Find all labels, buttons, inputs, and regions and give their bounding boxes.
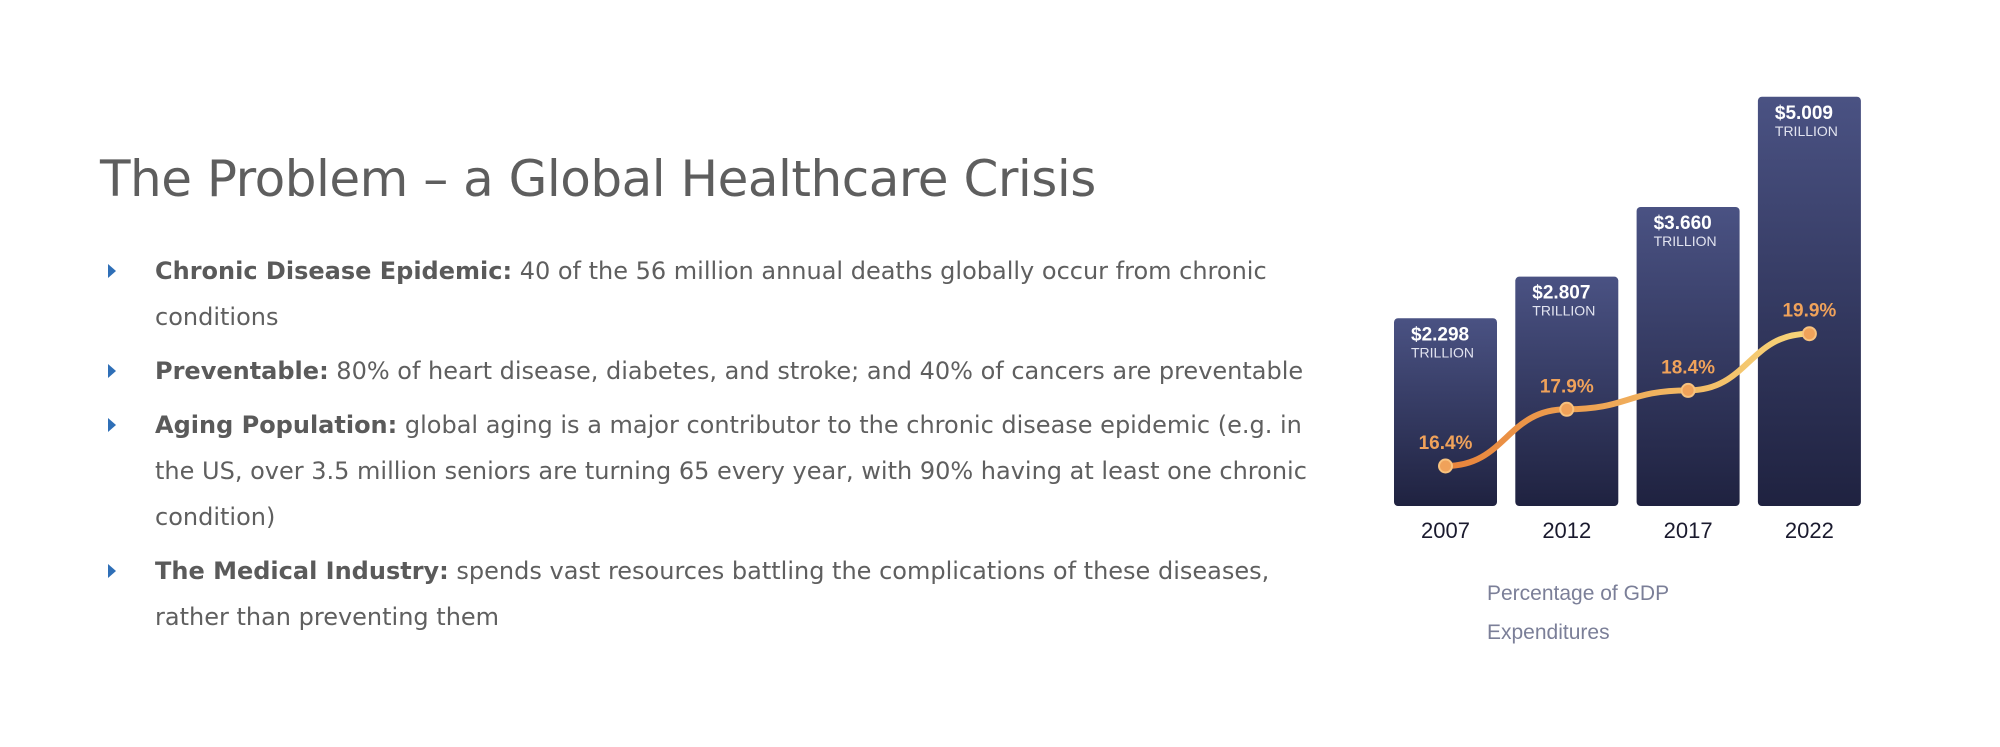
bar-value-label: $2.298 bbox=[1411, 324, 1470, 346]
bar-value-label: $3.660 bbox=[1653, 212, 1712, 234]
gdp-point-2022 bbox=[1803, 327, 1816, 340]
bar-value-label: $2.807 bbox=[1532, 282, 1591, 304]
bullet-text: 80% of heart disease, diabetes, and stroke; and 40% of cancers are preventable bbox=[328, 357, 1304, 385]
bullet-list bbox=[100, 248, 1330, 648]
bullet-lead: Chronic Disease Epidemic: bbox=[155, 257, 513, 285]
bullet-lead: The Medical Industry: bbox=[155, 557, 449, 585]
gdp-point-label: 18.4% bbox=[1661, 357, 1716, 379]
bar-unit-label: TRILLION bbox=[1653, 232, 1717, 249]
gdp-point-label: 19.9% bbox=[1782, 300, 1837, 322]
gdp-point-2017 bbox=[1682, 384, 1695, 397]
x-tick-label: 2017 bbox=[1663, 518, 1713, 543]
bullet-chronic-disease bbox=[100, 248, 1330, 340]
bullet-text: 40 of the 56 million annual deaths globally occur from chronic conditions bbox=[155, 257, 1267, 331]
gdp-point-label: 16.4% bbox=[1418, 433, 1473, 454]
x-tick-label: 2012 bbox=[1542, 518, 1592, 543]
bullet-aging-population bbox=[100, 402, 1330, 540]
gdp-percentage-line bbox=[1446, 334, 1810, 466]
bullet-marker-icon bbox=[108, 564, 116, 578]
slide-title: The Problem – a Global Healthcare Crisis bbox=[100, 150, 1096, 208]
bar-unit-label: TRILLION bbox=[1532, 302, 1596, 319]
legend-label-expenditures: Expenditures bbox=[1487, 621, 1610, 644]
bullet-preventable bbox=[100, 348, 1330, 394]
bar-value-label: $5.009 bbox=[1774, 102, 1834, 124]
x-tick-label: 2022 bbox=[1784, 518, 1834, 543]
bullet-lead: Aging Population: bbox=[155, 411, 398, 439]
legend-label-gdp: Percentage of GDP bbox=[1487, 582, 1670, 605]
bullet-lead: Preventable: bbox=[155, 357, 329, 385]
gdp-point-2012 bbox=[1560, 403, 1573, 416]
chart-svg bbox=[1380, 90, 1880, 670]
bullet-marker-icon bbox=[108, 364, 116, 378]
bar-unit-label: TRILLION bbox=[1411, 344, 1475, 361]
bullet-marker-icon bbox=[108, 418, 116, 432]
bullet-text: global aging is a major contributor to the chronic disease epidemic (e.g. in the US, over 3.5 million seniors are turning 65 every year, with 90% having at least one chronic condition) bbox=[155, 411, 1307, 531]
bar-unit-label: TRILLION bbox=[1774, 122, 1838, 139]
gdp-point-label: 17.9% bbox=[1539, 376, 1594, 398]
bullet-marker-icon bbox=[108, 264, 116, 278]
x-tick-label: 2007 bbox=[1421, 518, 1470, 543]
bullet-text: spends vast resources battling the complications of these diseases, rather than preventing them bbox=[155, 557, 1270, 631]
bullet-medical-industry bbox=[100, 548, 1330, 640]
gdp-point-2007 bbox=[1439, 460, 1452, 473]
healthcare-spending-chart bbox=[1380, 90, 1880, 670]
